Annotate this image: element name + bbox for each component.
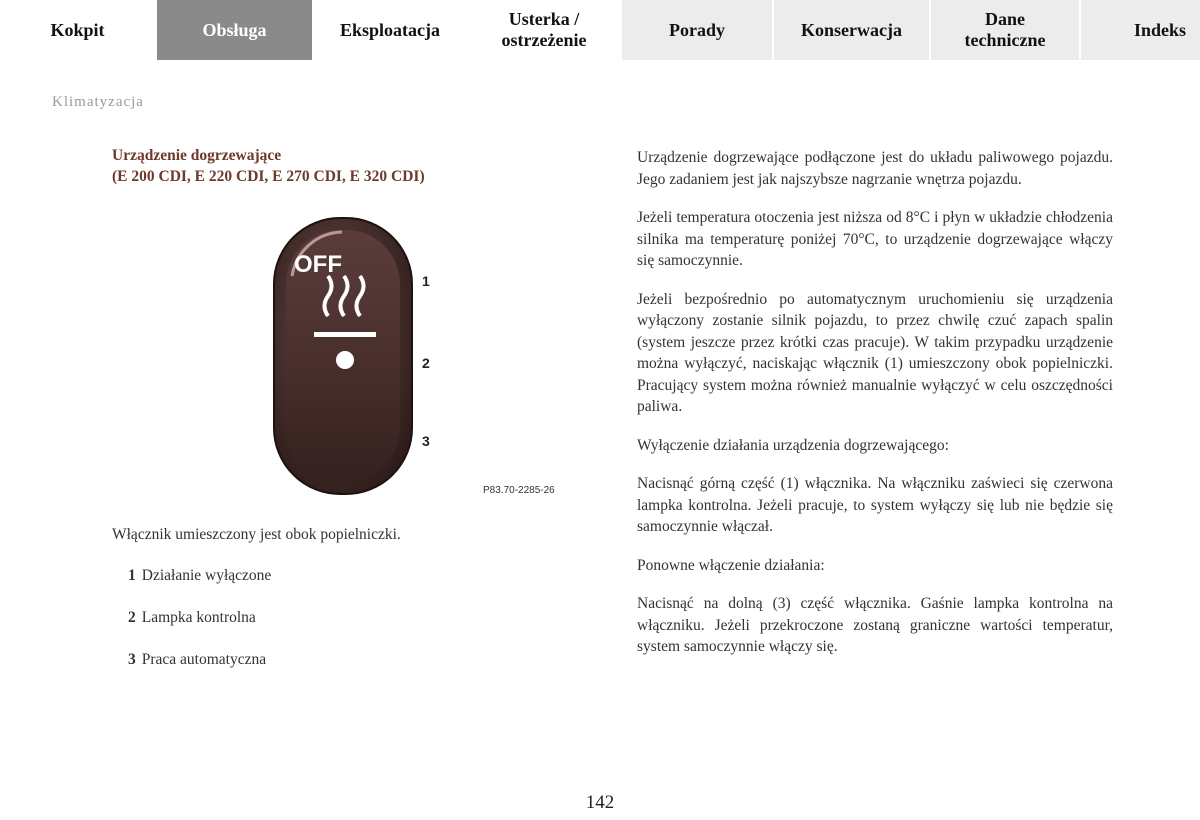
tab-label: Obsługa (202, 19, 267, 40)
tab-label: Dane techniczne (964, 9, 1046, 50)
legend-number: 3 (128, 651, 136, 668)
body-paragraph: Jeżeli bezpośrednio po automatycznym uruchomieniu się urządzenia wyłączony zostanie silnik pojazdu, to przez chwilę czuć zapach spalin (system jeszcze przez krótki czas pracuje). W takim przypadku urządzenie można wyłączyć, naciskając włącznik (1) umieszczony obok popielniczki. Pracujący system można również manualnie wyłączyć w celu oszczędności paliwa. (637, 290, 1113, 415)
tab-eksploatacja[interactable] (314, 0, 466, 60)
top-navigation (0, 0, 1200, 60)
tab-label: Usterka / ostrzeżenie (501, 9, 587, 50)
tab-label: Kokpit (50, 19, 105, 40)
tab-porady[interactable] (622, 0, 772, 60)
section-title: Klimatyzacja (52, 94, 144, 110)
body-text (637, 147, 1113, 675)
indicator-lamp-icon (336, 351, 354, 369)
legend-number: 1 (128, 567, 136, 584)
tab-obsluga[interactable] (157, 0, 312, 60)
legend-text: Działanie wyłączone (141, 567, 272, 584)
switch-label-3: 3 (422, 433, 430, 449)
legend-number: 2 (128, 609, 136, 626)
tab-indeks[interactable] (1081, 0, 1200, 60)
tab-usterka[interactable] (468, 0, 620, 60)
switch-illustration (272, 216, 444, 498)
body-paragraph: Nacisnąć na dolną (3) część włącznika. Gaśnie lampka kontrolna na włączniku. Jeżeli przekroczone zostaną graniczne wartości temperatur, system samoczynnie włączy się. (637, 595, 1113, 655)
page-number: 142 (585, 792, 615, 813)
legend-text: Praca automatyczna (141, 651, 267, 668)
tab-label: Porady (669, 19, 725, 40)
tab-label: Indeks (1133, 19, 1186, 40)
heading-line-1: Urządzenie dogrzewające (112, 147, 282, 164)
switch-label-1: 1 (422, 273, 430, 289)
switch-label-2: 2 (422, 355, 430, 371)
legend-item (128, 651, 266, 669)
tab-label: Konserwacja (801, 19, 902, 40)
tab-label: Eksploatacja (339, 19, 440, 40)
legend-text: Lampka kontrolna (141, 609, 256, 626)
body-paragraph: Jeżeli temperatura otoczenia jest niższa od 8°C i płyn w układzie chłodzenia silnika ma temperaturę poniżej 70°C, to urządzenie dogrzewające włączy się samoczynnie. (637, 209, 1113, 269)
switch-drawing (272, 216, 444, 498)
switch-off-text: OFF (294, 251, 342, 278)
tab-kokpit[interactable] (0, 0, 155, 60)
tab-dane-techniczne[interactable] (931, 0, 1079, 60)
tab-konserwacja[interactable] (774, 0, 929, 60)
legend-item (128, 567, 271, 585)
figure-reference: P83.70-2285-26 (483, 485, 555, 496)
legend-item (128, 609, 256, 627)
body-paragraph: Nacisnąć górną część (1) włącznika. Na włączniku zaświeci się czerwona lampka kontrolna. Jeżeli pracuje, to system wyłączy się lub nie będzie się samoczynnie włączał. (637, 475, 1113, 535)
body-paragraph: Wyłączenie działania urządzenia dogrzewającego: (637, 436, 949, 454)
heating-bar (314, 332, 376, 337)
body-paragraph: Ponowne włączenie działania: (637, 556, 825, 574)
heading-line-2: (E 200 CDI, E 220 CDI, E 270 CDI, E 320 CDI) (112, 168, 425, 185)
figure-caption: Włącznik umieszczony jest obok popielniczki. (112, 526, 401, 543)
body-paragraph: Urządzenie dogrzewające podłączone jest do układu paliwowego pojazdu. Jego zadaniem jest jak najszybsze nagrzanie wnętrza pojazdu. (637, 149, 1113, 188)
